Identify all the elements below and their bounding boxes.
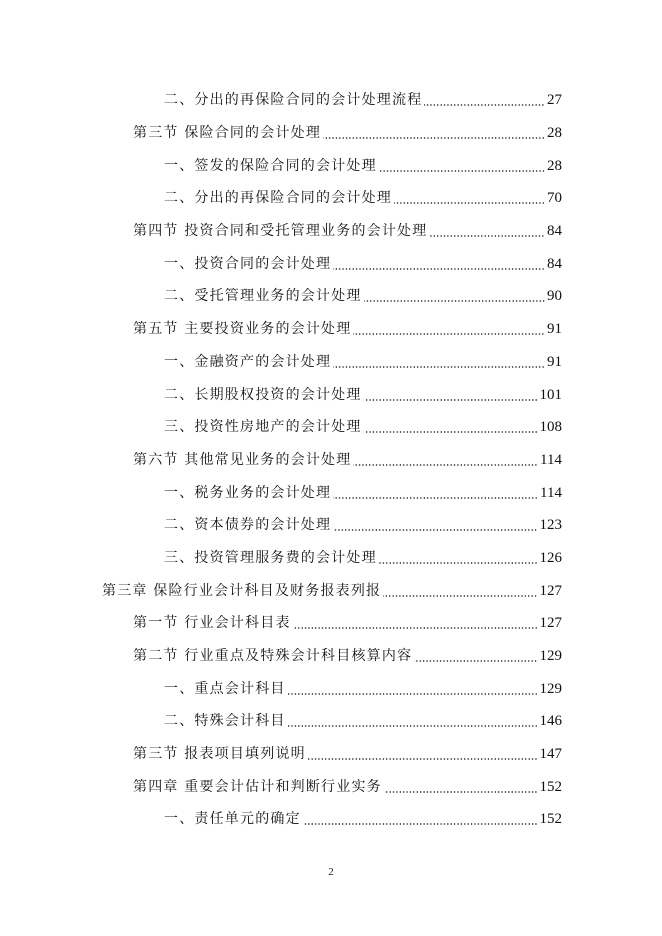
toc-entry-page: 70 [547, 190, 562, 207]
toc-entry-page: 146 [539, 713, 562, 730]
toc-dot-leader [323, 137, 545, 139]
toc-entry-title: 第六节 其他常见业务的会计处理 [133, 451, 352, 468]
toc-entry-page: 129 [539, 648, 562, 665]
toc-entry [0, 574, 662, 607]
toc-entry-title: 一、投资合同的会计处理 [164, 255, 332, 272]
toc-entry [0, 705, 662, 738]
toc-entry [0, 411, 662, 444]
toc-dot-leader [383, 595, 537, 597]
toc-entry [0, 215, 662, 248]
toc-entry-page: 114 [540, 484, 562, 501]
toc-dot-leader [424, 104, 545, 106]
toc-entry [0, 509, 662, 542]
toc-dot-leader [288, 725, 538, 727]
toc-entry-title: 第一节 行业会计科目表 [133, 615, 291, 632]
toc-entry-page: 127 [539, 582, 562, 599]
toc-entry-page: 152 [539, 778, 562, 795]
toc-dot-leader [394, 202, 545, 204]
toc-dot-leader [353, 464, 538, 466]
toc-entry-page: 147 [539, 746, 562, 763]
toc-entry-title: 二、资本债券的会计处理 [164, 517, 332, 534]
toc-entry-page: 152 [539, 811, 562, 828]
toc-dot-leader [379, 170, 545, 172]
toc-dot-leader [384, 791, 538, 793]
toc-entry-title: 第三节 保险合同的会计处理 [133, 125, 322, 142]
toc-entry-title: 第五节 主要投资业务的会计处理 [133, 321, 352, 338]
toc-dot-leader [308, 758, 538, 760]
toc-entry [0, 149, 662, 182]
toc-entry [0, 803, 662, 836]
toc-entry-title: 二、分出的再保险合同的会计处理 [164, 190, 392, 207]
toc-dot-leader [364, 399, 538, 401]
toc-dot-leader [333, 497, 538, 499]
toc-dot-leader [414, 660, 537, 662]
toc-entry [0, 346, 662, 379]
toc-entry-page: 101 [539, 386, 562, 403]
toc-entry-title: 一、签发的保险合同的会计处理 [164, 157, 377, 174]
toc-entry-page: 27 [547, 92, 562, 109]
toc-dot-leader [333, 529, 537, 531]
toc-dot-leader [303, 823, 538, 825]
toc-entry-title: 一、重点会计科目 [164, 680, 286, 697]
toc-entry-title: 二、特殊会计科目 [164, 713, 286, 730]
toc-entry-page: 84 [547, 223, 562, 240]
toc-entry [0, 313, 662, 346]
toc-entry-title: 第三节 报表项目填列说明 [133, 746, 306, 763]
toc-entry [0, 444, 662, 477]
toc-entry-page: 91 [547, 353, 562, 370]
toc-entry-page: 126 [539, 549, 562, 566]
toc-entry [0, 672, 662, 705]
toc-entry-page: 127 [539, 615, 562, 632]
toc-entry [0, 117, 662, 150]
toc-entry-page: 84 [547, 255, 562, 272]
toc-entry-page: 28 [547, 157, 562, 174]
toc-entry [0, 84, 662, 117]
toc-entry [0, 280, 662, 313]
toc-entry [0, 378, 662, 411]
toc-entry [0, 542, 662, 575]
toc-entry-page: 108 [539, 419, 562, 436]
toc-entry-title: 二、受托管理业务的会计处理 [164, 288, 362, 305]
toc-entry-title: 第三章 保险行业会计科目及财务报表列报 [102, 582, 382, 599]
toc-entry-page: 114 [540, 451, 562, 468]
toc-entry-title: 第二节 行业重点及特殊会计科目核算内容 [133, 648, 413, 665]
toc-entry-page: 28 [547, 125, 562, 142]
toc-entry-page: 90 [547, 288, 562, 305]
toc-dot-leader [293, 627, 538, 629]
toc-entry [0, 640, 662, 673]
toc-entry-title: 第四章 重要会计估计和判断行业实务 [133, 778, 382, 795]
toc-entry-page: 123 [539, 517, 562, 534]
toc-entry-title: 三、投资管理服务费的会计处理 [164, 549, 377, 566]
table-of-contents [0, 84, 662, 836]
toc-entry-title: 三、投资性房地产的会计处理 [164, 419, 362, 436]
toc-entry [0, 476, 662, 509]
toc-dot-leader [379, 562, 538, 564]
toc-dot-leader [353, 333, 545, 335]
toc-entry [0, 770, 662, 803]
toc-dot-leader [364, 431, 538, 433]
toc-entry-title: 第四节 投资合同和受托管理业务的会计处理 [133, 223, 428, 240]
toc-dot-leader [333, 268, 545, 270]
toc-entry [0, 182, 662, 215]
toc-dot-leader [288, 693, 538, 695]
toc-entry-page: 91 [547, 321, 562, 338]
toc-entry-title: 一、税务业务的会计处理 [164, 484, 332, 501]
toc-entry-title: 二、长期股权投资的会计处理 [164, 386, 362, 403]
toc-entry [0, 738, 662, 771]
toc-entry [0, 247, 662, 280]
toc-entry-title: 一、责任单元的确定 [164, 811, 301, 828]
toc-entry [0, 607, 662, 640]
toc-dot-leader [364, 300, 545, 302]
toc-entry-title: 二、分出的再保险合同的会计处理流程 [164, 92, 423, 109]
toc-entry-title: 一、金融资产的会计处理 [164, 353, 332, 370]
toc-entry-page: 129 [539, 680, 562, 697]
toc-dot-leader [429, 235, 545, 237]
toc-dot-leader [333, 366, 545, 368]
page-number: 2 [328, 866, 334, 878]
